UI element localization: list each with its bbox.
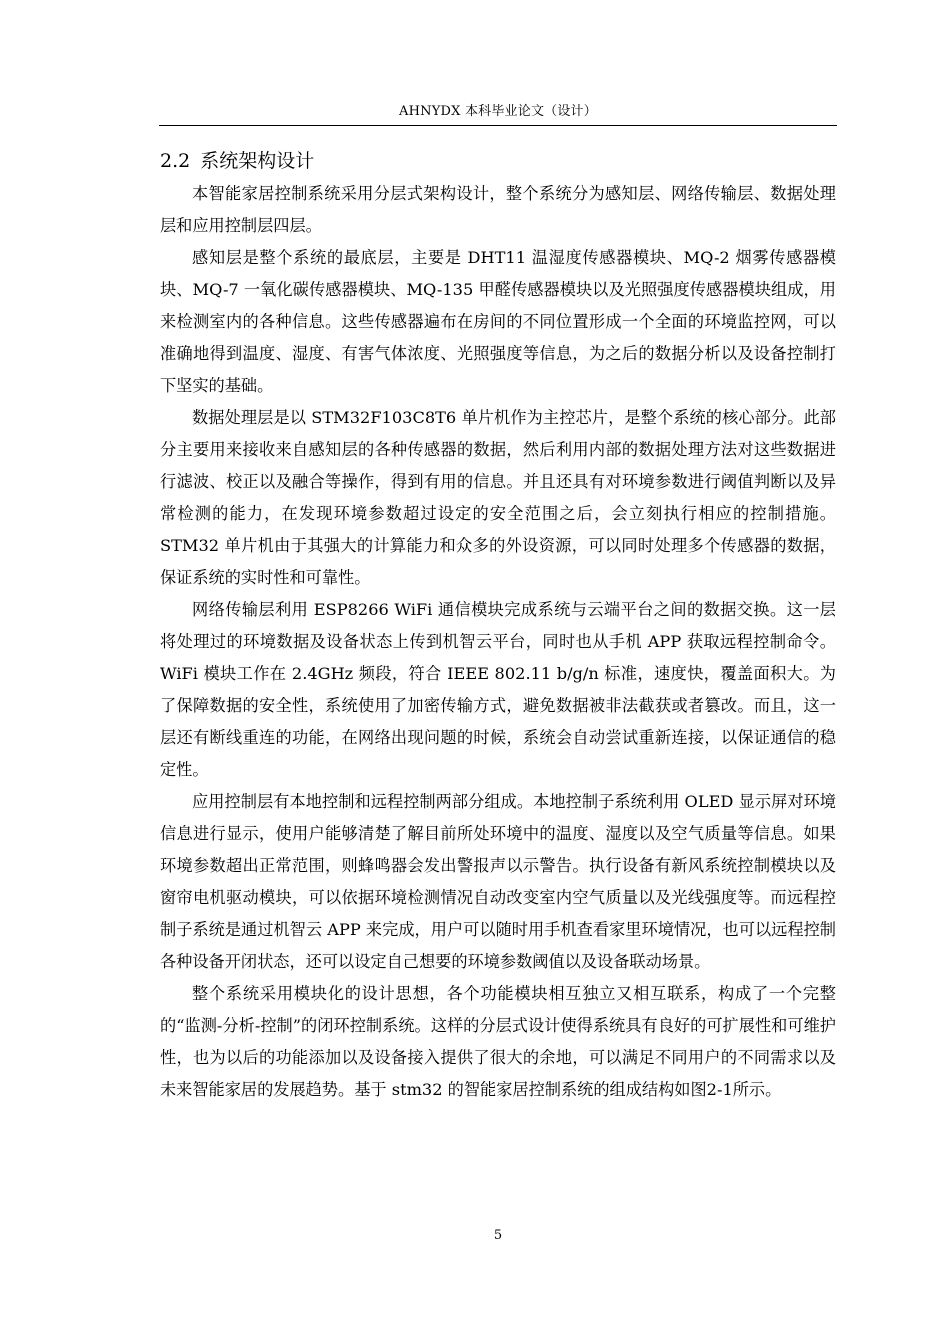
paragraph-application-layer: 应用控制层有本地控制和远程控制两部分组成。本地控制子系统利用 OLED 显示屏对环境信息进行显示，使用户能够清楚了解目前所处环境中的温度、湿度以及空气质量等信息。如果环境参数超出正常范围，则蜂鸣器会发出警报声以示警告。执行设备有新风系统控制模块以及窗帘电机驱动模块，可以依据环境检测情况自动改变室内空气质量以及光线强度等。而远程控制子系统是通过机智云 APP 来完成，用户可以随时用手机查看家里环境情况，也可以远程控制各种设备开闭状态，还可以设定自己想要的环境参数阈值以及设备联动场景。 <box>160 792 836 971</box>
section-title: 系统架构设计 <box>200 150 315 172</box>
section-number: 2.2 <box>160 150 191 172</box>
paragraph-intro: 本智能家居控制系统采用分层式架构设计，整个系统分为感知层、网络传输层、数据处理层和应用控制层四层。 <box>160 184 836 235</box>
paragraph-summary: 整个系统采用模块化的设计思想，各个功能模块相互独立又相互联系，构成了一个完整的“监测-分析-控制”的闭环控制系统。这样的分层式设计使得系统具有良好的可扩展性和可维护性，也为以后的功能添加以及设备接入提供了很大的余地，可以满足不同用户的不同需求以及未来智能家居的发展趋势。基于 stm32 的智能家居控制系统的组成结构如图2-1所示。 <box>160 984 836 1099</box>
section-heading <box>160 149 314 173</box>
header-divider <box>159 125 837 126</box>
paragraph-perception-layer: 感知层是整个系统的最底层，主要是 DHT11 温湿度传感器模块、MQ-2 烟雾传感器模块、MQ-7 一氧化碳传感器模块、MQ-135 甲醛传感器模块以及光照强度传感器模块组成，用来检测室内的各种信息。这些传感器遍布在房间的不同位置形成一个全面的环境监控网，可以准确地得到温度、湿度、有害气体浓度、光照强度等信息，为之后的数据分析以及设备控制打下坚实的基础。 <box>160 248 836 395</box>
page-number: 5 <box>493 1228 503 1243</box>
paragraph-network-layer: 网络传输层利用 ESP8266 WiFi 通信模块完成系统与云端平台之间的数据交换。这一层将处理过的环境数据及设备状态上传到机智云平台，同时也从手机 APP 获取远程控制命令。WiFi 模块工作在 2.4GHz 频段，符合 IEEE 802.11 b/g/n 标准，速度快，覆盖面积大。为了保障数据的安全性，系统使用了加密传输方式，避免数据被非法截获或者篡改。而且，这一层还有断线重连的功能，在网络出现问题的时候，系统会自动尝试重新连接，以保证通信的稳定性。 <box>160 600 836 779</box>
running-header: AHNYDX 本科毕业论文（设计） <box>399 104 597 119</box>
body-text <box>160 178 836 1106</box>
paragraph-processing-layer: 数据处理层是以 STM32F103C8T6 单片机作为主控芯片，是整个系统的核心部分。此部分主要用来接收来自感知层的各种传感器的数据，然后利用内部的数据处理方法对这些数据进行滤波、校正以及融合等操作，得到有用的信息。并且还具有对环境参数进行阈值判断以及异常检测的能力，在发现环境参数超过设定的安全范围之后，会立刻执行相应的控制措施。STM32 单片机由于其强大的计算能力和众多的外设资源，可以同时处理多个传感器的数据，保证系统的实时性和可靠性。 <box>160 408 836 587</box>
